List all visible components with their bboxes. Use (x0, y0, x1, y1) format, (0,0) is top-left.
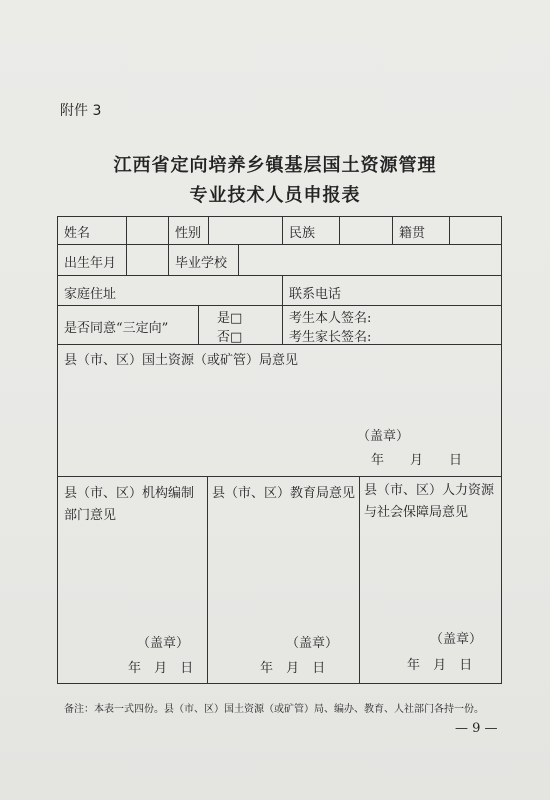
form-title-line2: 专业技术人员申报表 (189, 185, 361, 206)
hr-bureau-date: 年 月 日 (407, 658, 473, 673)
row-divider (57, 344, 502, 345)
row-divider (57, 476, 502, 477)
label-parent-sign: 考生家长签名: (289, 330, 372, 345)
label-phone: 联系电话 (289, 287, 342, 302)
land-bureau-opinion-label: 县（市、区）国土资源（或矿管）局意见 (64, 353, 299, 368)
col-divider (208, 216, 209, 244)
col-divider (282, 216, 283, 244)
footer-note: 备注：本表一式四份。县（市、区）国土资源（或矿管）局、编办、教育、人社部门各持一份。 (64, 704, 484, 715)
col-divider (207, 476, 208, 684)
form-title-line1: 江西省定向培养乡镇基层国土资源管理 (113, 155, 437, 176)
option-no: 否□ (217, 330, 243, 345)
label-school: 毕业学校 (175, 256, 228, 271)
label-ethnicity: 民族 (289, 226, 316, 241)
row-divider (57, 305, 502, 306)
label-name: 姓名 (64, 226, 91, 241)
col-divider (282, 305, 283, 344)
org-office-date: 年 月 日 (128, 661, 194, 676)
col-divider (126, 216, 127, 244)
page-number: — 9 — (455, 721, 498, 736)
label-agree-three-orientation: 是否同意“三定向” (64, 321, 169, 336)
col-divider (168, 244, 169, 275)
hr-bureau-opinion-label: 县（市、区）人力资源与社会保障局意见 (364, 483, 495, 520)
label-address: 家庭住址 (64, 287, 117, 302)
label-birth: 出生年月 (64, 256, 117, 271)
attachment-label: 附件 3 (60, 103, 102, 119)
col-divider (168, 216, 169, 244)
label-origin: 籍贯 (399, 226, 426, 241)
label-gender: 性别 (175, 226, 202, 241)
edu-bureau-date: 年 月 日 (260, 661, 326, 676)
col-divider (198, 305, 199, 344)
land-bureau-seal: （盖章） (357, 429, 410, 444)
col-divider (282, 275, 283, 305)
col-divider (126, 244, 127, 275)
col-divider (339, 216, 340, 244)
label-self-sign: 考生本人签名: (289, 311, 372, 326)
col-divider (449, 216, 450, 244)
row-divider (57, 244, 502, 245)
edu-bureau-opinion-label: 县（市、区）教育局意见 (212, 486, 356, 501)
col-divider (359, 476, 360, 684)
col-divider (238, 244, 239, 275)
edu-bureau-seal: （盖章） (286, 636, 339, 651)
org-office-opinion-label: 县（市、区）机构编制部门意见 (64, 486, 195, 523)
land-bureau-date: 年 月 日 (371, 453, 463, 468)
hr-bureau-seal: （盖章） (430, 632, 483, 647)
col-divider (392, 216, 393, 244)
option-yes: 是□ (217, 311, 243, 326)
row-divider (57, 275, 502, 276)
org-office-seal: （盖章） (137, 636, 190, 651)
